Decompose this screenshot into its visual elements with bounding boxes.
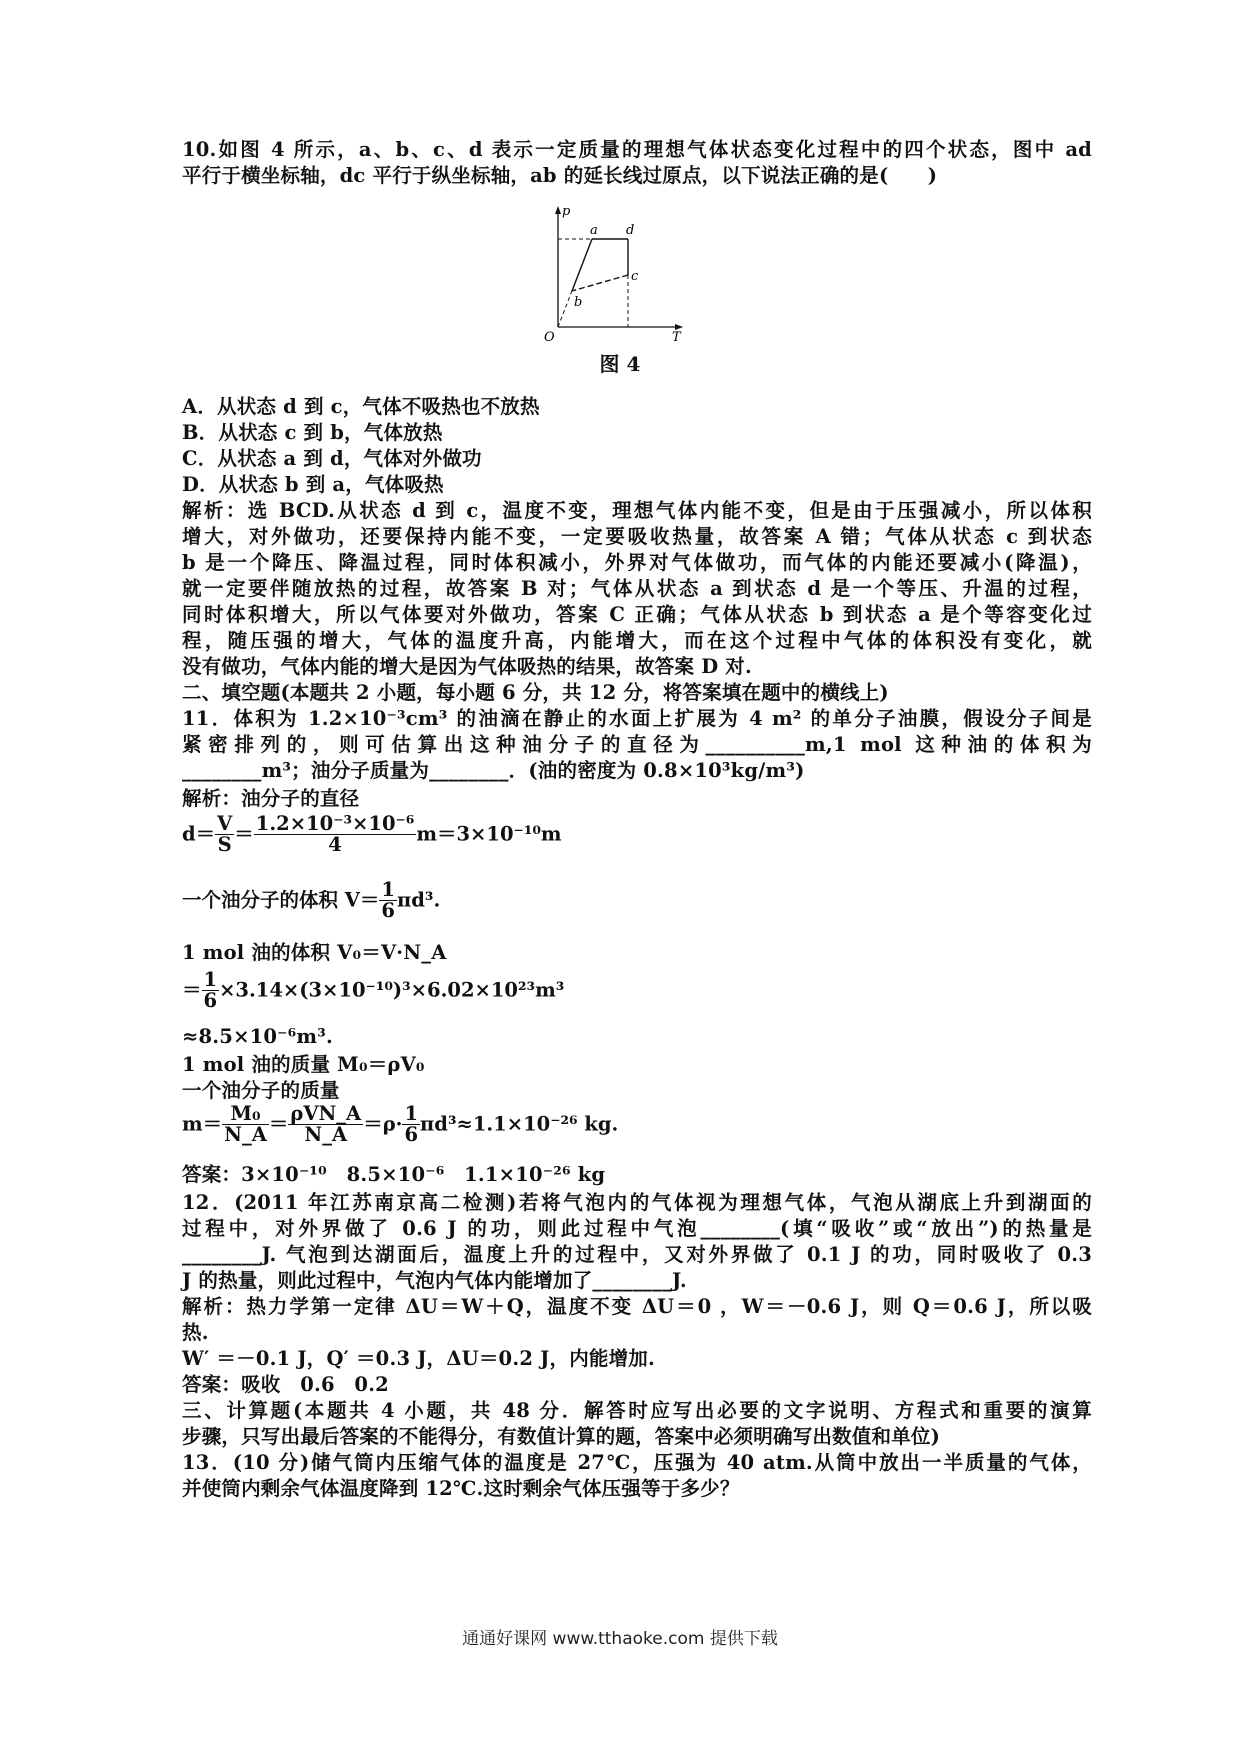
q11-answer: 答案：3×10⁻¹⁰ 8.5×10⁻⁶ 1.1×10⁻²⁶ kg: [182, 1163, 606, 1186]
q10-analysis-line1: 解析：选 BCD.从状态 d 到 c，温度不变，理想气体内能不变，但是由于压强减小，所以体积: [182, 499, 1092, 522]
label-b: b: [574, 295, 583, 310]
q11-stem-line1: 11．体积为 1.2×10⁻³cm³ 的油滴在静止的水面上扩展为 4 m² 的单分子油膜，假设分子间是: [182, 707, 1092, 730]
label-d: d: [626, 223, 635, 238]
q12-answer: 答案：吸收 0.6 0.2: [182, 1373, 389, 1396]
q11-eq-diameter: d＝ $\frac{V}{S}$ ＝ $\frac{\text{1.2×10⁻³×10⁻⁶}}{4}$ m＝3×10⁻¹⁰m: [182, 812, 562, 857]
q12-analysis-line1: 解析：热力学第一定律 ΔU＝W＋Q，温度不变 ΔU＝0 ，W＝－0.6 J，则 Q＝0.6 J，所以吸: [182, 1295, 1092, 1318]
q13-stem-line1: 13．(10 分)储气筒内压缩气体的温度是 27℃，压强为 40 atm.从筒中放出一半质量的气体，: [182, 1451, 1092, 1474]
q11-analysis-title: 解析：油分子的直径: [182, 787, 360, 810]
p-axis-arrow-icon: [555, 206, 561, 214]
label-c: c: [631, 269, 639, 284]
q10-option-b: B．从状态 c 到 b，气体放热: [182, 421, 443, 444]
q10-analysis-line6: 程，随压强的增大，气体的温度升高，内能增大，而在这个过程中气体的体积没有变化，就: [182, 629, 1092, 652]
q11-eq-volume-one: 一个油分子的体积 V＝ $\frac{1}{6}$ πd³.: [182, 878, 441, 923]
q11-stem-line2: 紧密排列的，则可估算出这种油分子的直径为__________m,1 mol 这种油的体积为: [182, 733, 1092, 756]
q10-analysis-line7: 没有做功，气体内能的增大是因为气体吸热的结果，故答案 D 对.: [182, 655, 752, 678]
q12-stem-line1: 12．(2011 年江苏南京高二检测)若将气泡内的气体视为理想气体，气泡从湖底上升到湖面的: [182, 1191, 1092, 1214]
q12-stem-line4: J 的热量，则此过程中，气泡内气体内能增加了________J.: [182, 1269, 687, 1292]
q10-analysis-line3: b 是一个降压、降温过程，同时体积减小，外界对气体做功，而气体的内能还要减小(降温)，: [182, 551, 1092, 574]
q12-stem-line2: 过程中，对外界做了 0.6 J 的功，则此过程中气泡________(填“吸收”或“放出”)的热量是: [182, 1217, 1092, 1240]
label-a: a: [590, 223, 598, 238]
q11-stem-line3: ________m³；油分子质量为________．(油的密度为 0.8×10³kg/m³): [182, 759, 805, 782]
q13-stem-line2: 并使筒内剩余气体温度降到 12℃.这时剩余气体压强等于多少？: [182, 1477, 740, 1500]
q10-option-a: A．从状态 d 到 c，气体不吸热也不放热: [182, 395, 540, 418]
q12-analysis-line2: 热.: [182, 1321, 209, 1344]
section2-title: 二、填空题(本题共 2 小题，每小题 6 分，共 12 分，将答案填在题中的横线上): [182, 681, 889, 704]
label-origin: O: [544, 330, 555, 343]
q11-eq-mass-mol: 1 mol 油的质量 M₀＝ρV₀: [182, 1053, 425, 1076]
q10-analysis-line4: 就一定要伴随放热的过程，故答案 B 对；气体从状态 a 到状态 d 是一个等压、升温的过程，: [182, 577, 1092, 600]
q10-stem-line2: 平行于横坐标轴，dc 平行于纵坐标轴，ab 的延长线过原点，以下说法正确的是( ): [182, 164, 938, 187]
q11-eq-volume-mol: 1 mol 油的体积 V₀＝V·N_A: [182, 941, 447, 964]
section3-title-line1: 三、计算题(本题共 4 小题，共 48 分．解答时应写出必要的文字说明、方程式和重要的演算: [182, 1399, 1092, 1422]
q10-option-c: C．从状态 a 到 d，气体对外做功: [182, 447, 482, 470]
q10-analysis-line5: 同时体积增大，所以气体要对外做功，答案 C 正确；气体从状态 b 到状态 a 是个等容变化过: [182, 603, 1092, 626]
q11-eq-mass-calc: m＝ $\frac{\text{M₀}}{N\_A}$ ＝ $\frac{\text{ρVN\_A}}{N\_A}$ ＝ρ· $\frac{1}{6}$ πd³≈1.1×10⁻²⁶ kg.: [182, 1102, 619, 1147]
pt-diagram: [540, 203, 690, 343]
q12-analysis-line3: W′ ＝－0.1 J，Q′ ＝0.3 J，ΔU＝0.2 J，内能增加.: [182, 1347, 655, 1370]
q10-stem-line1: 10.如图 4 所示，a、b、c、d 表示一定质量的理想气体状态变化过程中的四个状态，图中 ad: [182, 138, 1092, 161]
q10-analysis-line2: 增大，对外做功，还要保持内能不变，一定要吸收热量，故答案 A 错；气体从状态 c 到状态: [182, 525, 1092, 548]
figure-caption: 图 4: [599, 352, 641, 376]
q11-eq-volume-result: ≈8.5×10⁻⁶m³.: [182, 1025, 333, 1048]
segment-cb: [572, 275, 628, 291]
q11-mass-title: 一个油分子的质量: [182, 1079, 340, 1102]
label-p: p: [562, 204, 571, 219]
segment-ba: [572, 239, 592, 291]
page-footer: 通通好课网 www.tthaoke.com 提供下载: [462, 1629, 778, 1649]
q10-option-d: D．从状态 b 到 a，气体吸热: [182, 473, 444, 496]
label-t: T: [672, 330, 681, 343]
q11-eq-volume-calc: ＝ $\frac{1}{6}$ ×3.14×(3×10⁻¹⁰)³×6.02×10²³m³: [182, 968, 565, 1013]
section3-title-line2: 步骤，只写出最后答案的不能得分，有数值计算的题，答案中必须明确写出数值和单位): [182, 1425, 941, 1448]
q12-stem-line3: ________J. 气泡到达湖面后，温度上升的过程中，又对外界做了 0.1 J 的功，同时吸收了 0.3: [182, 1243, 1092, 1266]
